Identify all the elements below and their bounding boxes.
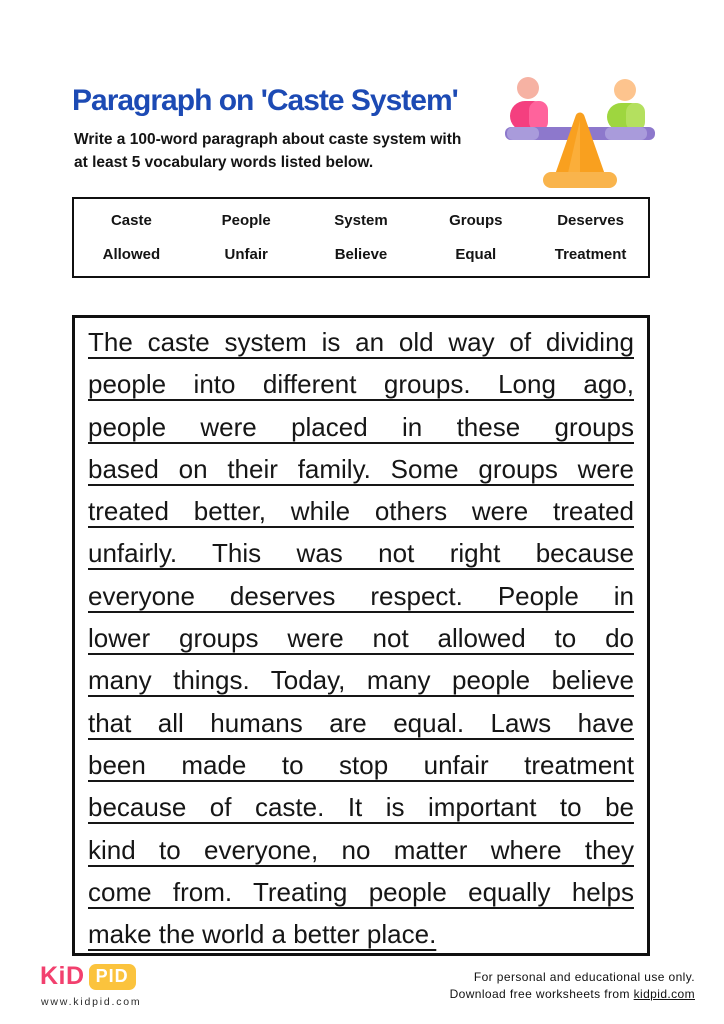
paragraph-line: lower groups were not allowed to do [88,623,634,654]
left-person-body-highlight [529,101,548,131]
vocabulary-box [72,197,650,278]
vocab-word: System [334,212,388,229]
vocab-row-2 [74,238,648,272]
paragraph-line: based on their family. Some groups were [88,453,634,484]
right-person-body-highlight [626,103,645,131]
instructions-line-1: Write a 100-word paragraph about caste system with [74,131,462,148]
vocab-word: Groups [449,212,503,229]
balance-scale-svg [505,74,655,194]
vocab-word: Treatment [554,246,627,263]
vocab-word: Deserves [557,212,624,229]
paragraph-line: everyone deserves respect. People in [88,580,634,611]
left-person-head [517,77,539,99]
paragraph-line: make the world a better place. [88,919,437,950]
paragraph-line: people were placed in these groups [88,411,634,442]
paragraph-line: many things. Today, many people believe [88,665,634,696]
logo-text-kid: KiD [40,962,85,990]
instructions [74,128,461,174]
vocab-word: Caste [110,212,152,229]
paragraph-line: been made to stop unfair treatment [88,749,634,780]
instructions-line-2: at least 5 vocabulary words listed below. [74,154,374,171]
vocab-row-1 [74,204,648,238]
paragraph-line: The caste system is an old way of dividing [88,327,634,357]
right-person-head [614,79,636,101]
page-title: Paragraph on 'Caste System' [72,84,458,117]
vocab-word: Unfair [224,246,268,263]
paragraph-line: that all humans are equal. Laws have [88,707,634,738]
paragraph-line: kind to everyone, no matter where they [88,834,634,865]
footer-note [450,969,695,1003]
kidpid-logo [40,962,136,991]
footer-note-line-2 [450,986,695,1003]
paragraph-line: come from. Treating people equally helps [88,876,634,907]
paragraph-line: treated better, while others were treated [88,496,634,527]
website-url: www.kidpid.com [41,996,142,1008]
scale-base [543,172,617,188]
scale-bar-light-left [507,127,539,140]
vocab-word: Believe [334,246,388,263]
kidpid-link[interactable]: kidpid.com [633,987,695,1001]
vocab-word: Allowed [102,246,161,263]
paragraph-line: unfairly. This was not right because [88,538,634,569]
paragraph-line: because of caste. It is important to be [88,792,634,823]
scale-bar-light-right [605,127,647,140]
vocab-word: Equal [455,246,497,263]
paragraph-line: people into different groups. Long ago, [88,369,634,400]
vocab-word: People [221,212,271,229]
logo-text-pid: PID [89,964,136,990]
balance-scale-icon [505,74,655,194]
footer-note-line-2-text: Download free worksheets from [449,987,634,1001]
paragraph-box [72,315,650,956]
footer-note-line-1: For personal and educational use only. [473,970,695,984]
